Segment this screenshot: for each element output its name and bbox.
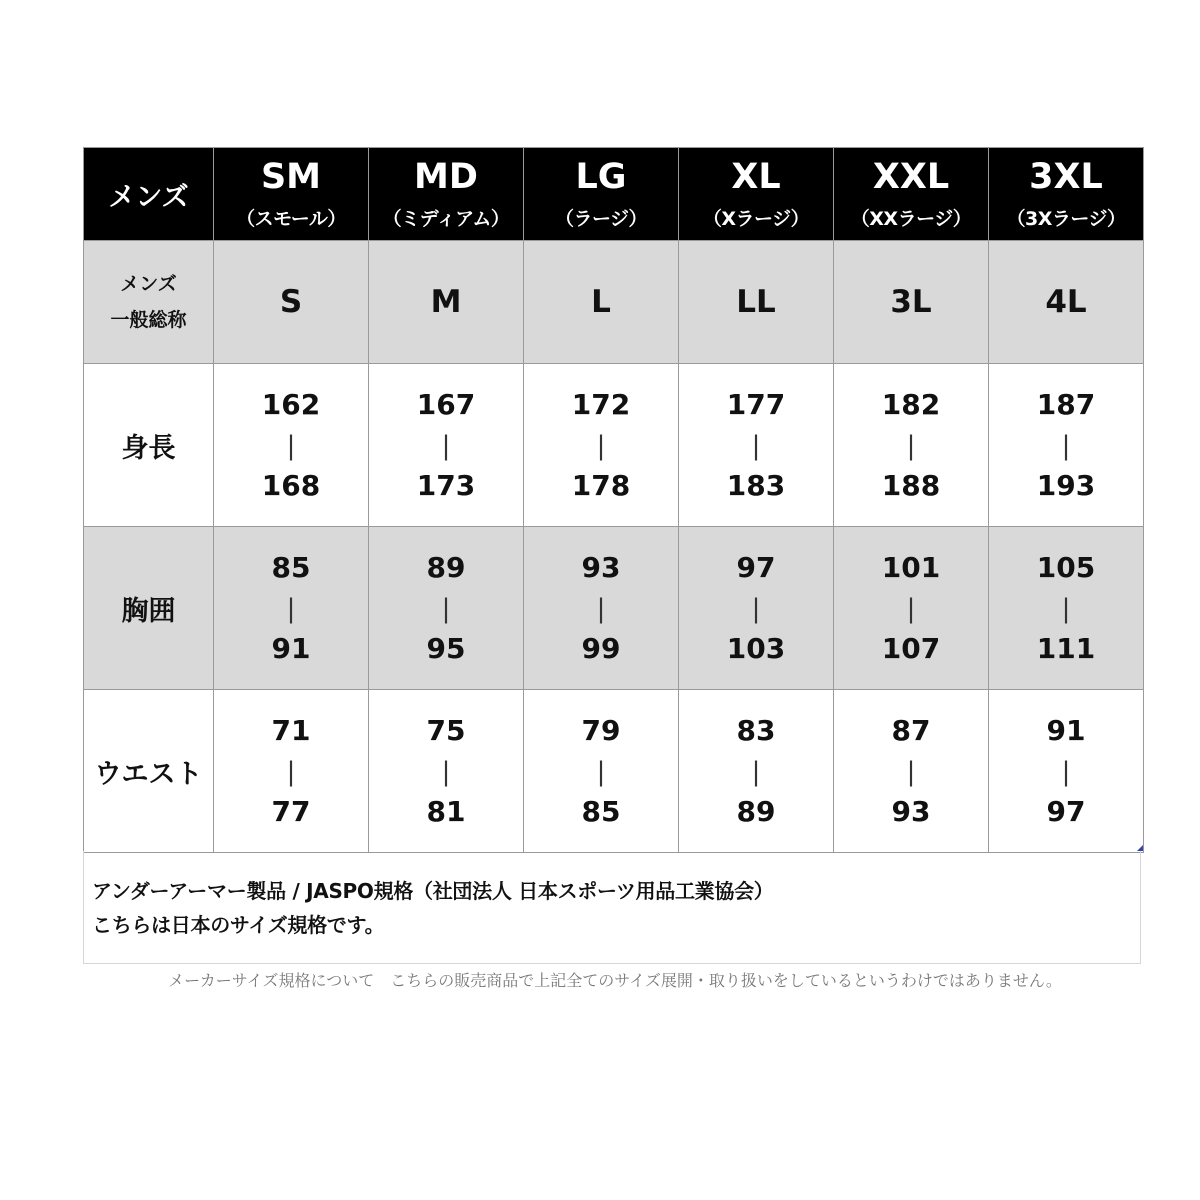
- range-min: 167: [416, 387, 476, 421]
- header-row: [84, 148, 1144, 241]
- range-separator: |: [596, 593, 606, 624]
- height-range-cell: [524, 364, 679, 527]
- range-max: 188: [881, 468, 941, 502]
- range-separator: |: [596, 756, 606, 787]
- range-max: 193: [1036, 468, 1096, 502]
- general-size-value: LL: [679, 241, 834, 364]
- chest-range-cell: [214, 527, 369, 690]
- size-name: （3Xラージ）: [1006, 208, 1126, 230]
- header-corner-label: メンズ: [84, 148, 214, 241]
- size-code: XL: [731, 157, 781, 197]
- range-max: 93: [891, 794, 931, 828]
- chest-range-cell: [369, 527, 524, 690]
- size-code: LG: [575, 157, 627, 197]
- size-code: MD: [414, 157, 478, 197]
- chest-range-cell: [989, 527, 1144, 690]
- size-disclaimer: メーカーサイズ規格について こちらの販売商品で上記全てのサイズ展開・取り扱いをしているというわけではありません。: [168, 971, 1062, 990]
- chest-row: [84, 527, 1144, 690]
- range-separator: |: [1061, 430, 1071, 461]
- height-range-cell: [834, 364, 989, 527]
- size-name: （スモール）: [236, 208, 346, 230]
- range-separator: |: [286, 756, 296, 787]
- size-name: （XXラージ）: [850, 208, 972, 230]
- range-separator: |: [751, 756, 761, 787]
- waist-range-cell: [369, 690, 524, 853]
- general-size-value: S: [214, 241, 369, 364]
- height-range-cell: [214, 364, 369, 527]
- range-max: 99: [581, 631, 621, 665]
- range-separator: |: [906, 430, 916, 461]
- range-min: 97: [736, 550, 776, 584]
- size-header-cell: [679, 148, 834, 241]
- range-max: 183: [726, 468, 786, 502]
- general-size-label: [84, 241, 214, 364]
- size-chart-table: [83, 147, 1144, 853]
- range-separator: |: [441, 430, 451, 461]
- range-separator: |: [751, 593, 761, 624]
- range-max: 91: [271, 631, 311, 665]
- range-max: 173: [416, 468, 476, 502]
- range-max: 107: [881, 631, 941, 665]
- range-max: 81: [426, 794, 466, 828]
- range-max: 85: [581, 794, 621, 828]
- waist-range-cell: [524, 690, 679, 853]
- range-max: 89: [736, 794, 776, 828]
- range-max: 97: [1046, 794, 1086, 828]
- waist-label: ウエスト: [84, 690, 214, 853]
- range-min: 162: [261, 387, 321, 421]
- range-min: 101: [881, 550, 941, 584]
- standard-note: アンダーアーマー製品 / JASPO規格（社団法人 日本スポーツ用品工業協会）: [92, 879, 774, 903]
- range-separator: |: [441, 756, 451, 787]
- range-separator: |: [286, 593, 296, 624]
- notes-box: [83, 851, 1141, 964]
- size-header-cell: [834, 148, 989, 241]
- range-separator: |: [286, 430, 296, 461]
- chest-range-cell: [679, 527, 834, 690]
- range-min: 172: [571, 387, 631, 421]
- range-min: 91: [1046, 713, 1086, 747]
- size-code: XXL: [872, 157, 950, 197]
- range-min: 187: [1036, 387, 1096, 421]
- range-separator: |: [751, 430, 761, 461]
- general-size-value: L: [524, 241, 679, 364]
- size-header-cell: [214, 148, 369, 241]
- size-header-cell: [524, 148, 679, 241]
- range-min: 85: [271, 550, 311, 584]
- chest-range-cell: [524, 527, 679, 690]
- range-max: 111: [1036, 631, 1096, 665]
- height-range-cell: [369, 364, 524, 527]
- general-size-value: 4L: [989, 241, 1144, 364]
- range-separator: |: [596, 430, 606, 461]
- waist-range-cell: [214, 690, 369, 853]
- range-min: 71: [271, 713, 311, 747]
- size-name: （ミディアム）: [382, 208, 510, 230]
- general-label-line2: 一般総称: [110, 309, 187, 331]
- range-min: 93: [581, 550, 621, 584]
- range-max: 168: [261, 468, 321, 502]
- height-range-cell: [989, 364, 1144, 527]
- height-range-cell: [679, 364, 834, 527]
- height-row: [84, 364, 1144, 527]
- range-separator: |: [441, 593, 451, 624]
- range-min: 182: [881, 387, 941, 421]
- range-min: 89: [426, 550, 466, 584]
- range-separator: |: [1061, 593, 1071, 624]
- general-size-value: 3L: [834, 241, 989, 364]
- range-min: 177: [726, 387, 786, 421]
- size-code: SM: [260, 157, 322, 197]
- range-separator: |: [906, 593, 916, 624]
- range-min: 105: [1036, 550, 1096, 584]
- general-size-row: [84, 241, 1144, 364]
- range-min: 75: [426, 713, 466, 747]
- range-max: 178: [571, 468, 631, 502]
- size-name: （Xラージ）: [702, 208, 810, 230]
- waist-range-cell: [679, 690, 834, 853]
- size-header-cell: [989, 148, 1144, 241]
- waist-range-cell: [834, 690, 989, 853]
- general-label-line1: メンズ: [120, 273, 177, 295]
- general-size-value: M: [369, 241, 524, 364]
- range-separator: |: [906, 756, 916, 787]
- range-separator: |: [1061, 756, 1071, 787]
- japan-size-note: こちらは日本のサイズ規格です。: [92, 913, 385, 937]
- range-max: 95: [426, 631, 466, 665]
- size-code: 3XL: [1029, 157, 1103, 197]
- size-header-cell: [369, 148, 524, 241]
- range-min: 87: [891, 713, 931, 747]
- size-name: （ラージ）: [554, 208, 648, 230]
- height-label: 身長: [84, 364, 214, 527]
- chest-label: 胸囲: [84, 527, 214, 690]
- range-max: 77: [271, 794, 311, 828]
- range-min: 83: [736, 713, 776, 747]
- range-max: 103: [726, 631, 786, 665]
- waist-range-cell: [989, 690, 1144, 853]
- range-min: 79: [581, 713, 621, 747]
- chest-range-cell: [834, 527, 989, 690]
- waist-row: [84, 690, 1144, 853]
